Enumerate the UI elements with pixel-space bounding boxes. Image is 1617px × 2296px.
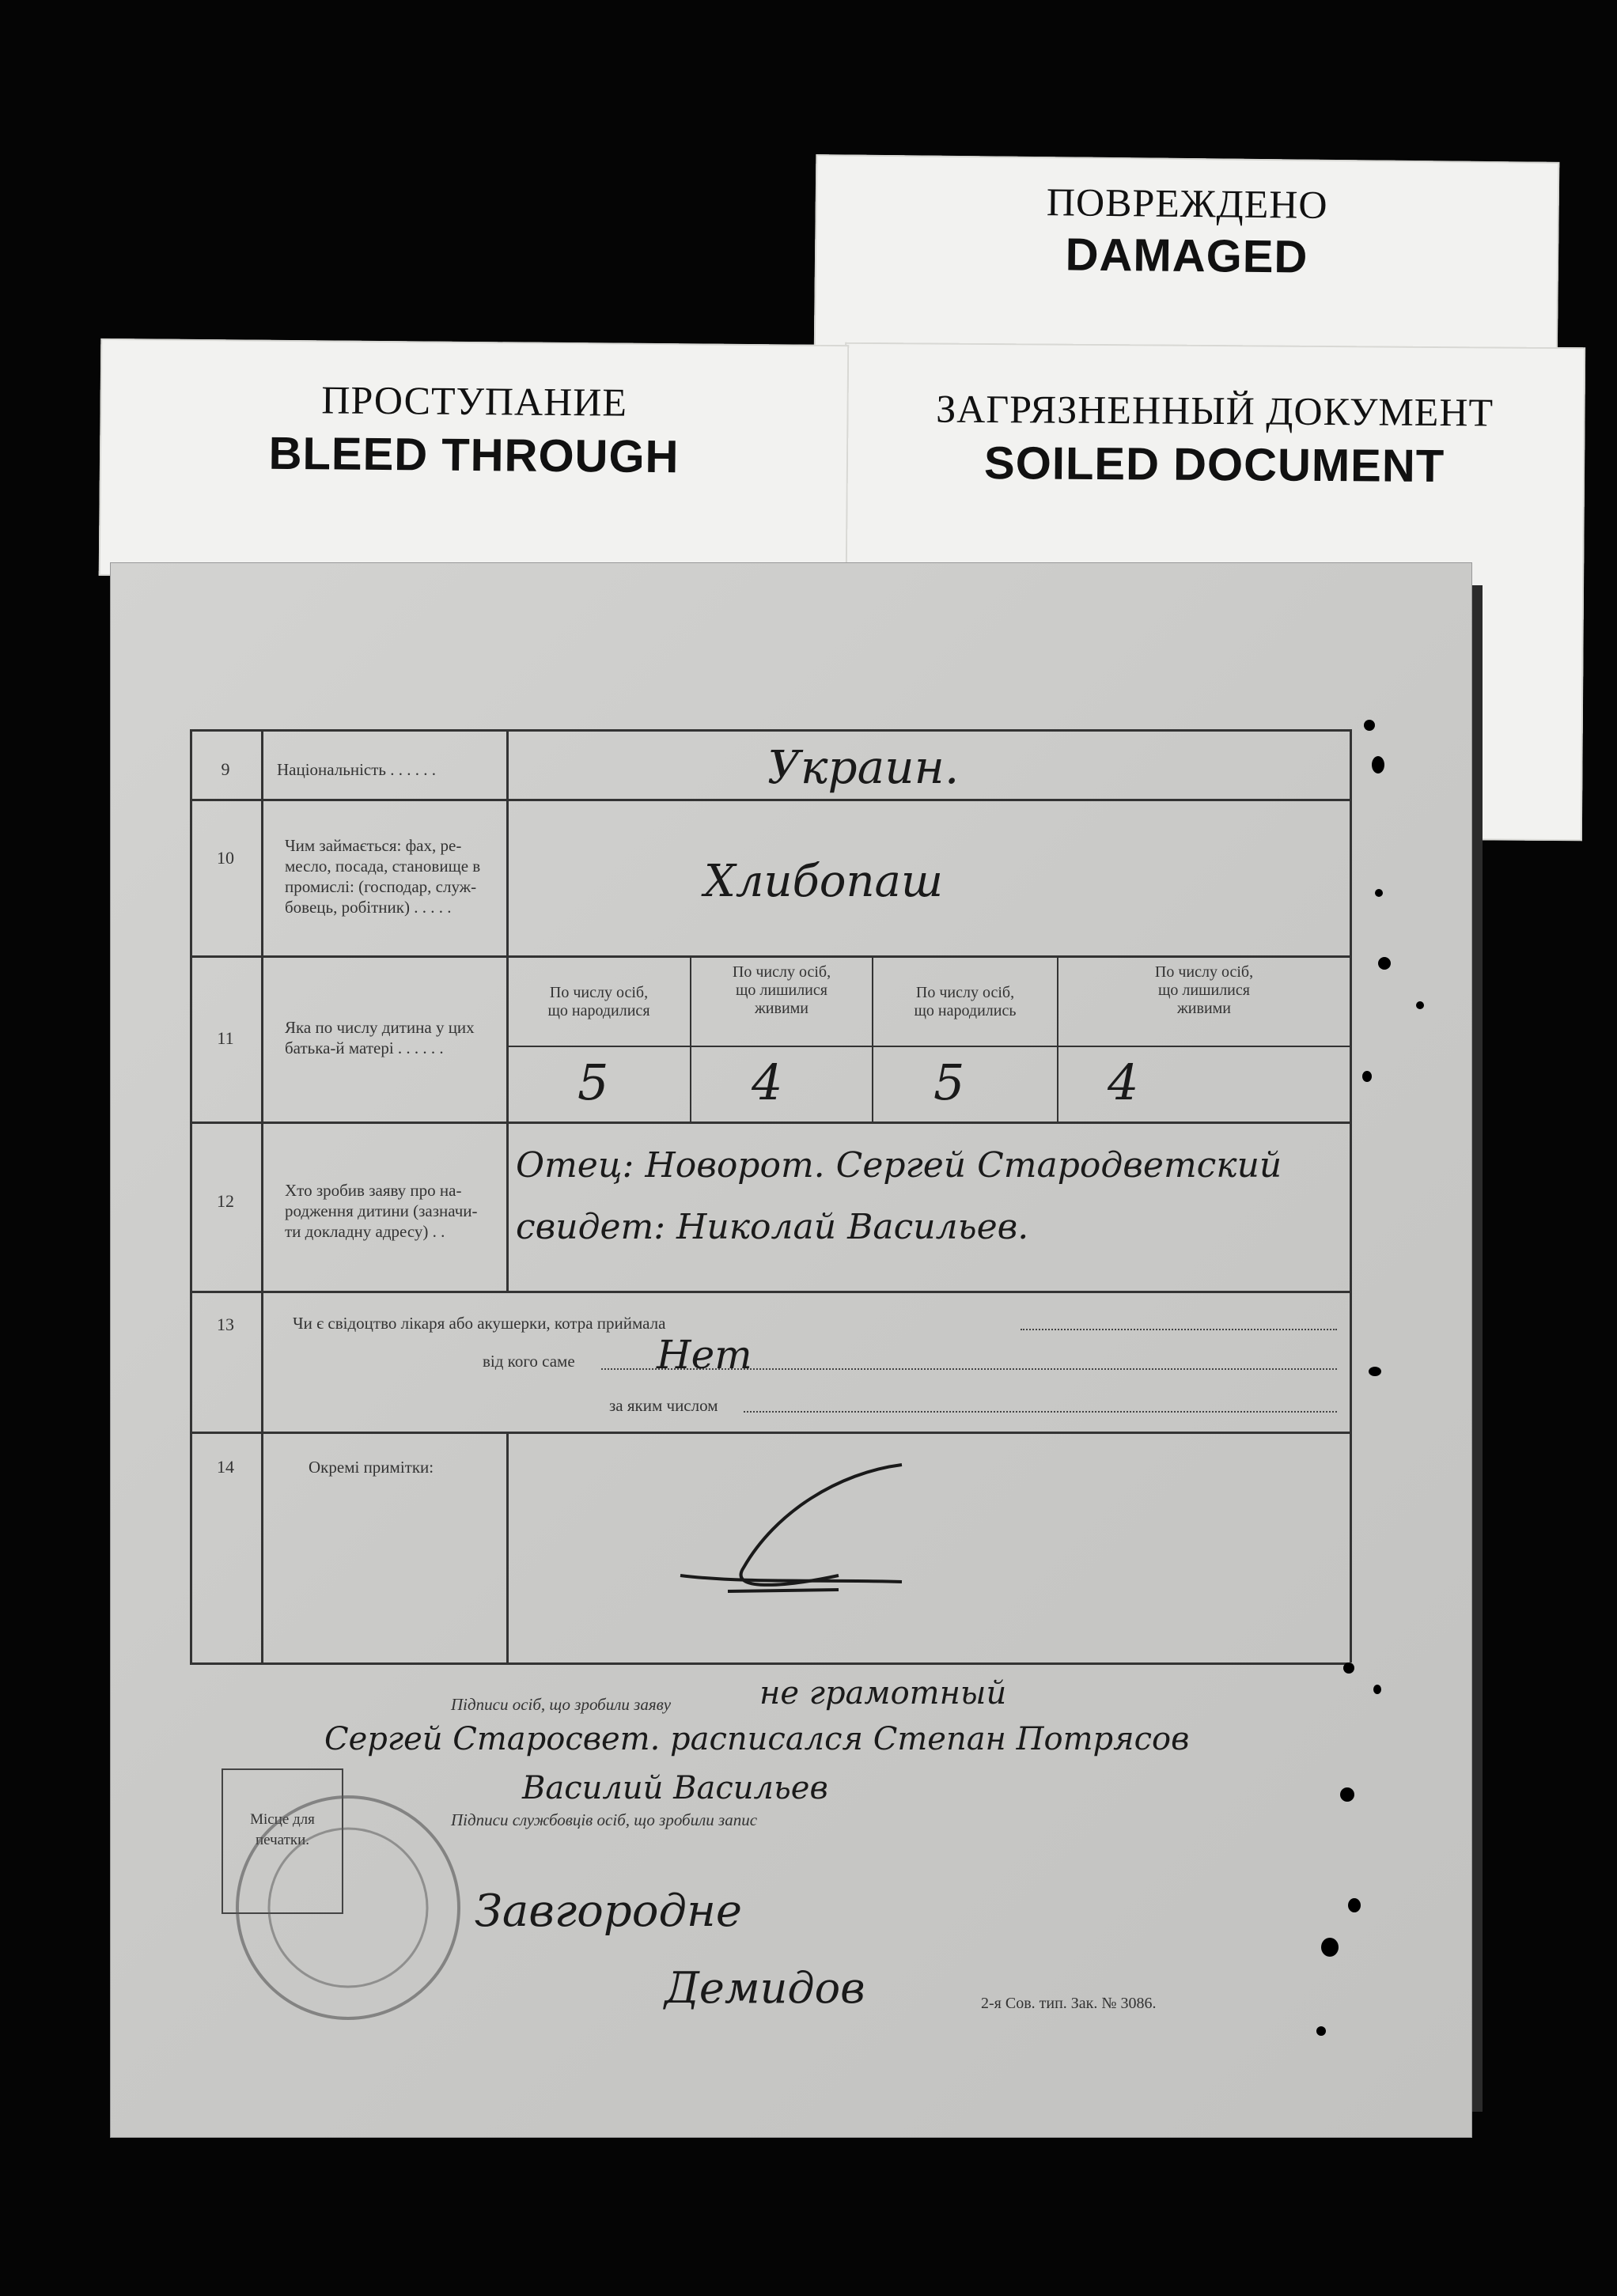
row-14-number: 14 — [217, 1457, 234, 1477]
applicants-signature-2: Василий Васильев — [522, 1770, 828, 1806]
occupation-label-3: промислі: (господар, служ- — [285, 877, 477, 896]
round-seal — [229, 1789, 467, 2026]
doctor-certificate-label: Чи є свідоцтво лікаря або акушерки, котра приймала — [293, 1314, 666, 1333]
officials-signature-label: Підписи службовців осіб, що зробили запис — [451, 1810, 758, 1829]
binding-hole — [1372, 756, 1384, 774]
soiled-label-ru: ЗАГРЯЗНЕННЫЙ ДОКУМЕНТ — [935, 386, 1494, 435]
remarks-label: Окремі примітки: — [309, 1458, 434, 1477]
value-born-1: 5 — [578, 1053, 609, 1111]
bleed-label-en: BLEED THROUGH — [268, 427, 680, 483]
binding-hole — [1321, 1938, 1339, 1957]
col-living-mother: По числу осіб, що лишилися живими — [1154, 963, 1254, 1017]
row-9-number: 9 — [221, 759, 230, 779]
child-order-label-1: Яка по числу дитина у цих — [285, 1018, 475, 1037]
declarant-label-1: Хто зробив заяву про на- — [285, 1181, 462, 1200]
damaged-label-ru: ПОВРЕЖДЕНО — [1046, 180, 1328, 227]
applicants-note: не грамотный — [759, 1675, 1007, 1712]
binding-hole — [1343, 1662, 1354, 1674]
row-10-number: 10 — [217, 848, 234, 868]
binding-hole — [1340, 1787, 1354, 1802]
declarant-label-3: ти докладну адресу) . . — [285, 1222, 445, 1241]
value-living-2: 4 — [1108, 1053, 1139, 1111]
binding-hole — [1364, 720, 1375, 731]
occupation-label-2: месло, посада, становище в — [285, 857, 481, 876]
col-born-father: По числу осіб, що народилися — [547, 984, 650, 1019]
binding-hole — [1378, 957, 1391, 970]
row-11-number: 11 — [217, 1028, 234, 1048]
birth-record-page — [111, 563, 1471, 2137]
damaged-card — [814, 154, 1560, 368]
binding-hole — [1416, 1001, 1424, 1009]
printer-mark: 2-я Сов. тип. Зак. № 3086. — [981, 1995, 1157, 2012]
remarks-dash-mark — [649, 1449, 933, 1623]
col-living-father: По числу осіб, що лишилися живими — [732, 963, 831, 1017]
doctor-certificate-value: Нет — [657, 1332, 752, 1378]
which-number-label: за яким числом — [609, 1396, 718, 1415]
occupation-label-4: бовець, робітник) . . . . . — [285, 898, 452, 917]
applicants-signature-1: Сергей Старосвет. расписался Степан Потрясов — [324, 1721, 1190, 1757]
binding-hole — [1348, 1898, 1361, 1912]
child-order-label-2: батька-й матері . . . . . . — [285, 1038, 444, 1057]
declarant-label-2: родження дитини (зазначи- — [285, 1201, 478, 1220]
occupation-value: Хлибопаш — [704, 856, 943, 907]
declarant-value-2: свидет: Николай Васильев. — [516, 1207, 1029, 1247]
row-12-number: 12 — [217, 1191, 234, 1211]
bleed-label-ru: ПРОСТУПАНИЕ — [321, 377, 628, 425]
row-13-number: 13 — [217, 1314, 234, 1334]
value-born-2: 5 — [933, 1053, 965, 1111]
binding-hole — [1316, 2026, 1326, 2036]
occupation-label-1: Чим займається: фах, ре- — [285, 836, 462, 855]
bleed-through-card — [99, 339, 850, 582]
from-whom-label: від кого саме — [483, 1352, 575, 1371]
official-signature-1: Завгородне — [475, 1886, 742, 1937]
damaged-label-en: DAMAGED — [1065, 229, 1308, 283]
binding-hole — [1362, 1071, 1372, 1082]
official-signature-2: Демидов — [665, 1963, 865, 2013]
nationality-value: Украин. — [767, 740, 960, 794]
nationality-label: Національність . . . . . . — [277, 760, 437, 779]
applicants-signature-label: Підписи осіб, що зробили заяву — [451, 1695, 672, 1714]
binding-hole — [1369, 1367, 1381, 1376]
binding-hole — [1373, 1685, 1381, 1694]
declarant-value-1: Отец: Новорот. Сергей Стародветский — [516, 1145, 1282, 1186]
record-form-table — [190, 729, 1350, 2013]
value-living-1: 4 — [752, 1053, 783, 1111]
seal-box: Місце для печатки. — [222, 1768, 343, 1914]
binding-hole — [1375, 889, 1383, 897]
soiled-label-en: SOILED DOCUMENT — [983, 437, 1445, 493]
col-born-mother: По числу осіб, що народились — [914, 984, 1017, 1019]
